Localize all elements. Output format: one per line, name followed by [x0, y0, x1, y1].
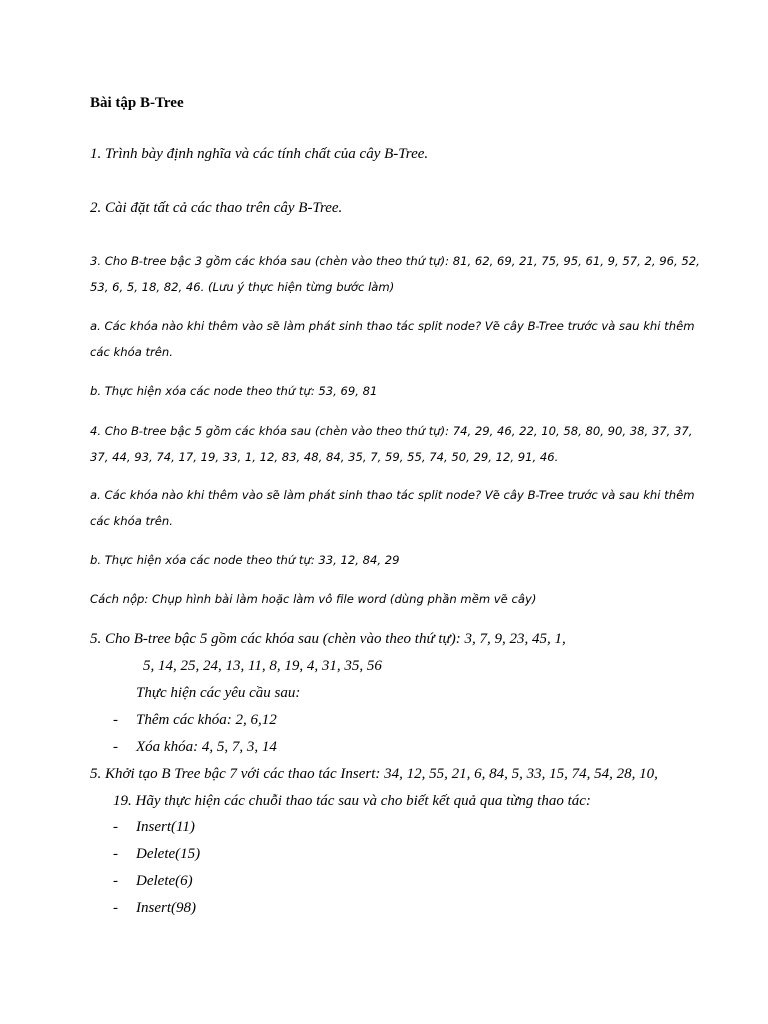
question-4a-line-1: a. Các khóa nào khi thêm vào sẽ làm phát sinh thao tác split node? Vẽ cây B-Tree trước và sau khi thêm: [90, 488, 695, 502]
question-3-line-2: 53, 6, 5, 18, 82, 46. (Lưu ý thực hiện từng bước làm): [90, 280, 395, 294]
question-2: 2. Cài đặt tất cả các thao trên cây B-Tree.: [90, 200, 343, 216]
question-4b: b. Thực hiện xóa các node theo thứ tự: 33, 12, 84, 29: [90, 553, 400, 567]
question-5-line-2: 5, 14, 25, 24, 13, 11, 8, 19, 4, 31, 35, 56: [143, 658, 382, 674]
bullet-dash: -: [113, 846, 118, 862]
question-6-line-2: 19. Hãy thực hiện các chuỗi thao tác sau và cho biết kết quả qua từng thao tác:: [113, 793, 591, 809]
question-3a-line-2: các khóa trên.: [90, 345, 173, 359]
bullet-dash: -: [113, 819, 118, 835]
question-3-line-1: 3. Cho B-tree bậc 3 gồm các khóa sau (chèn vào theo thứ tự): 81, 62, 69, 21, 75, 95, 61, 9, 57, 2, 96, 52,: [90, 254, 700, 268]
bullet-dash: -: [113, 873, 118, 889]
bullet-dash: -: [113, 712, 118, 728]
list-item: Delete(6): [136, 873, 193, 889]
list-item: Thêm các khóa: 2, 6,12: [136, 712, 277, 728]
question-4-line-2: 37, 44, 93, 74, 17, 19, 33, 1, 12, 83, 48, 84, 35, 7, 59, 55, 74, 50, 29, 12, 91, 46.: [90, 450, 559, 464]
list-item: Insert(98): [136, 900, 196, 916]
question-1: 1. Trình bày định nghĩa và các tính chất của cây B-Tree.: [90, 146, 429, 162]
bullet-dash: -: [113, 739, 118, 755]
list-item: Insert(11): [136, 819, 195, 835]
question-5-line-1: 5. Cho B-tree bậc 5 gồm các khóa sau (chèn vào theo thứ tự): 3, 7, 9, 23, 45, 1,: [90, 631, 566, 647]
submission-note: Cách nộp: Chụp hình bài làm hoặc làm vô file word (dùng phần mềm vẽ cây): [90, 592, 537, 606]
question-5-line-3: Thực hiện các yêu cầu sau:: [136, 685, 301, 701]
list-item: Delete(15): [136, 846, 201, 862]
page-title: Bài tập B-Tree: [90, 95, 184, 111]
list-item: Xóa khóa: 4, 5, 7, 3, 14: [136, 739, 277, 755]
bullet-dash: -: [113, 900, 118, 916]
question-3a-line-1: a. Các khóa nào khi thêm vào sẽ làm phát sinh thao tác split node? Vẽ cây B-Tree trước và sau khi thêm: [90, 319, 695, 333]
question-4a-line-2: các khóa trên.: [90, 514, 173, 528]
question-6-line-1: 5. Khởi tạo B Tree bậc 7 với các thao tác Insert: 34, 12, 55, 21, 6, 84, 5, 33, 15, 74, 54, 28, 10,: [90, 766, 658, 782]
question-4-line-1: 4. Cho B-tree bậc 5 gồm các khóa sau (chèn vào theo thứ tự): 74, 29, 46, 22, 10, 58, 80, 90, 38, 37, 37,: [90, 424, 693, 438]
question-3b: b. Thực hiện xóa các node theo thứ tự: 53, 69, 81: [90, 384, 378, 398]
